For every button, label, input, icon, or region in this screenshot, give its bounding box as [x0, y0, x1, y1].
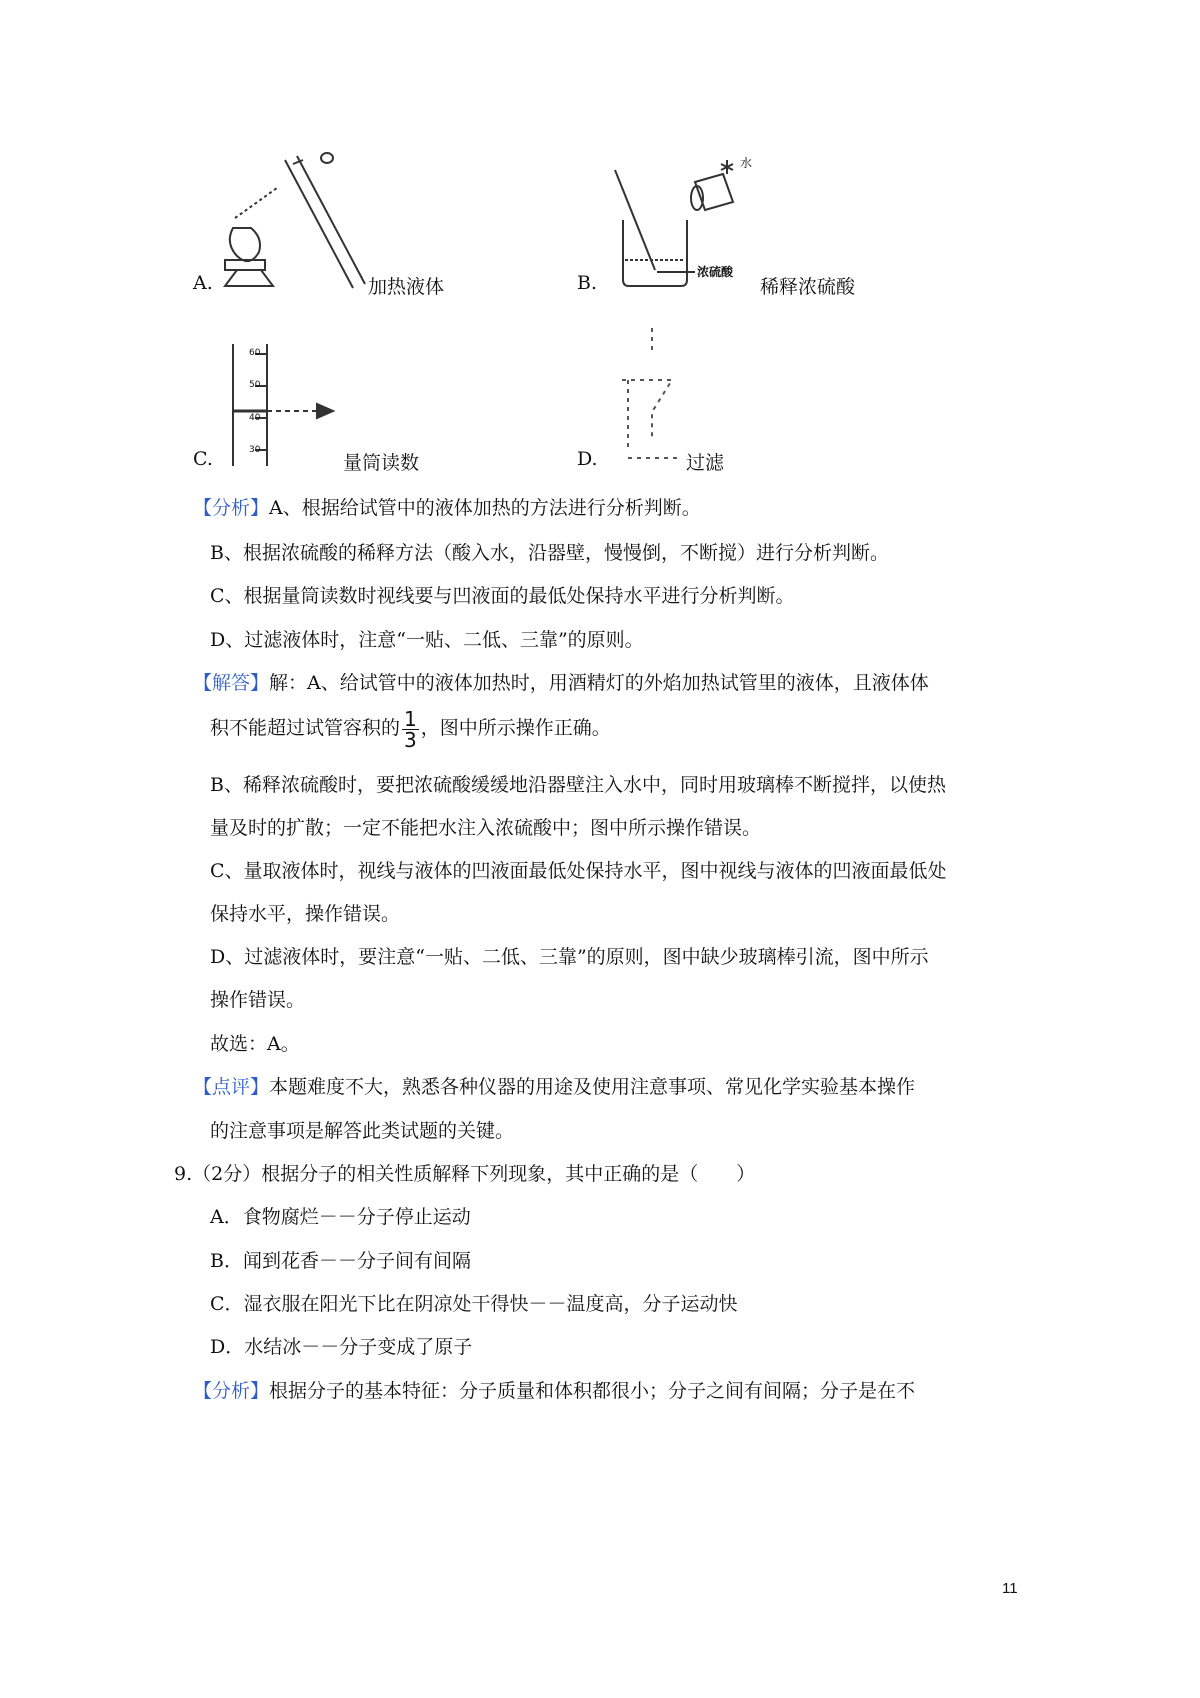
q8-analysis-a: A、根据给试管中的液体加热的方法进行分析判断。 — [269, 497, 701, 519]
q8-analysis-b: B、根据浓硫酸的稀释方法（酸入水，沿器壁，慢慢倒，不断搅）进行分析判断。 — [210, 542, 889, 564]
heating-liquid-figure — [215, 148, 375, 298]
q9-option-d: D．水结冰－－分子变成了原子 — [210, 1336, 473, 1358]
option-letter-a: A. — [193, 272, 213, 294]
q8-answer-a2-pre: 积不能超过试管容积的 — [210, 717, 401, 739]
q8-comment-line1 — [193, 1074, 915, 1100]
caption-heating-liquid: 加热液体 — [368, 276, 445, 298]
q9-option-c: C．湿衣服在阳光下比在阴凉处干得快－－温度高，分子运动快 — [210, 1293, 738, 1315]
tick-label-50: 50 — [249, 380, 261, 390]
option-letter-d: D. — [577, 448, 598, 470]
comment-tag: 【点评】 — [193, 1076, 270, 1098]
tick-label-60: 60 — [249, 348, 261, 358]
analysis-tag: 【分析】 — [193, 497, 270, 519]
analysis-tag: 【分析】 — [193, 1380, 270, 1402]
caption-read-cylinder: 量筒读数 — [343, 452, 420, 474]
q8-answer-a-line2 — [210, 706, 611, 750]
fraction-denominator: 3 — [404, 727, 417, 752]
q8-answer-d1: D、过滤液体时，要注意“一贴、二低、三靠”的原则，图中缺少玻璃棒引流，图中所示 — [210, 946, 929, 968]
q8-answer-c1: C、量取液体时，视线与液体的凹液面最低处保持水平，图中视线与液体的凹液面最低处 — [210, 860, 947, 882]
q8-answer-d2: 操作错误。 — [210, 989, 306, 1011]
tick-label-30: 30 — [249, 445, 261, 455]
q8-comment1: 本题难度不大，熟悉各种仪器的用途及使用注意事项、常见化学实验基本操作 — [269, 1076, 916, 1098]
q8-analysis-a-line — [193, 495, 701, 521]
q8-answer-c2: 保持水平，操作错误。 — [210, 903, 401, 925]
answer-tag: 【解答】 — [193, 672, 270, 694]
q8-analysis-c: C、根据量筒读数时视线要与凹液面的最低处保持水平进行分析判断。 — [210, 585, 795, 607]
q9-option-a: A．食物腐烂－－分子停止运动 — [210, 1206, 471, 1228]
q8-answer-a-line1 — [193, 670, 929, 696]
tick-label-40: 40 — [249, 413, 261, 423]
fraction-one-third — [402, 706, 419, 752]
q9-option-b: B．闻到花香－－分子间有间隔 — [210, 1250, 471, 1272]
q8-comment2: 的注意事项是解答此类试题的关键。 — [210, 1120, 515, 1142]
q8-choice: 故选：A。 — [210, 1033, 300, 1055]
option-letter-b: B. — [577, 272, 598, 294]
q9-stem: 9.（2分）根据分子的相关性质解释下列现象，其中正确的是（ ） — [174, 1163, 756, 1185]
filtration-figure — [612, 320, 692, 470]
page-number: 11 — [1002, 1580, 1018, 1597]
q8-analysis-d: D、过滤液体时，注意“一贴、二低、三靠”的原则。 — [210, 629, 644, 651]
option-letter-c: C. — [193, 448, 213, 470]
q9-analysis-1: 根据分子的基本特征：分子质量和体积都很小；分子之间有间隔；分子是在不 — [269, 1380, 916, 1402]
fraction-numerator: 1 — [404, 706, 417, 731]
q8-answer-b2: 量及时的扩散；一定不能把水注入浓硫酸中；图中所示操作错误。 — [210, 817, 762, 839]
q8-answer-a2-post: ，图中所示操作正确。 — [420, 717, 611, 739]
q8-answer-b1: B、稀释浓硫酸时，要把浓硫酸缓缓地沿器壁注入水中，同时用玻璃棒不断搅拌，以使热 — [210, 774, 946, 796]
caption-filtration: 过滤 — [686, 452, 725, 474]
label-water: 水 — [740, 156, 753, 170]
q8-answer-a1: 解：A、给试管中的液体加热时，用酒精灯的外焰加热试管里的液体，且液体体 — [269, 672, 929, 694]
graduated-cylinder-figure — [225, 340, 345, 470]
label-concentrated-acid: 浓硫酸 — [697, 265, 734, 279]
caption-dilute-acid: 稀释浓硫酸 — [760, 276, 856, 298]
q9-analysis-line — [193, 1378, 915, 1404]
